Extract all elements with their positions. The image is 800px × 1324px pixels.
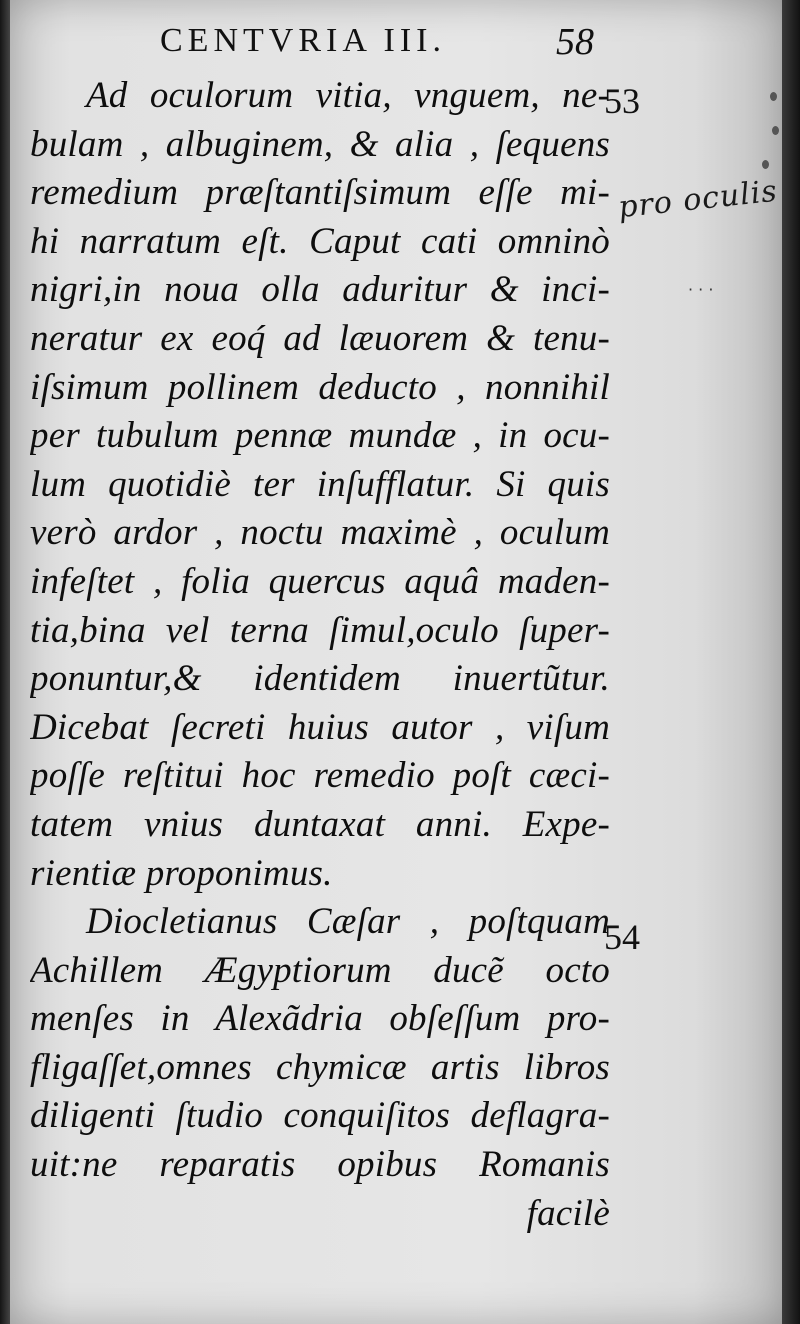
text-line: bulam , albuginem, & alia , ſequens bbox=[30, 123, 610, 165]
paper-speck bbox=[772, 126, 779, 135]
handwritten-annotation: pro oculis bbox=[616, 173, 780, 226]
text-line: uit:ne reparatis opibus Romanis bbox=[30, 1144, 610, 1186]
text-line: infeſtet , folia quercus aquâ maden- bbox=[30, 560, 610, 602]
text-line: menſes in Alexãdria obſeſſum pro- bbox=[30, 998, 610, 1040]
catchword: facilè bbox=[526, 1192, 610, 1234]
running-head bbox=[0, 22, 640, 70]
text-line: lum quotidiè ter inſufflatur. Si quis bbox=[30, 463, 610, 505]
text-line: Diocletianus Cæſar , poſtquam bbox=[86, 901, 610, 943]
main-text bbox=[30, 72, 610, 1238]
text-line: Achillem Ægyptiorum ducẽ octo bbox=[30, 949, 610, 991]
page-right-edge bbox=[782, 0, 800, 1324]
text-line: tatem vnius duntaxat anni. Expe- bbox=[30, 803, 610, 845]
paper-speck bbox=[770, 92, 777, 101]
text-line: iſsimum pollinem deducto , nonnihil bbox=[30, 366, 610, 408]
handwritten-marks: · · · bbox=[688, 280, 714, 299]
margin-section-number: 54 bbox=[604, 917, 640, 957]
page-number: 58 bbox=[556, 21, 594, 63]
text-line: fligaſſet,omnes chymicæ artis libros bbox=[30, 1046, 610, 1088]
text-line: per tubulum pennæ mundæ , in ocu- bbox=[30, 415, 610, 457]
text-line: verò ardor , noctu maximè , oculum bbox=[30, 512, 610, 554]
text-line: hi narratum eſt. Caput cati omninò bbox=[30, 220, 610, 262]
margin-section-number: 53 bbox=[604, 81, 640, 121]
page-left-shadow bbox=[0, 0, 10, 1324]
text-line: tia,bina vel terna ſimul,oculo ſuper- bbox=[30, 609, 610, 651]
paper-speck bbox=[762, 160, 769, 169]
text-line: nigri,in noua olla aduritur & inci- bbox=[30, 269, 610, 311]
text-line: Dicebat ſecreti huius autor , viſum bbox=[30, 706, 610, 748]
text-line: neratur ex eoq́ ad læuorem & tenu- bbox=[30, 317, 610, 359]
text-line: remedium præſtantiſsimum eſſe mi- bbox=[30, 172, 610, 214]
text-line: poſſe reſtitui hoc remedio poſt cæci- bbox=[30, 755, 610, 797]
text-line: ponuntur,& identidem inuertũtur. bbox=[30, 658, 610, 700]
running-title: CENTVRIA III. bbox=[160, 22, 446, 59]
text-line: rientiæ proponimus. bbox=[30, 852, 333, 894]
text-line: Ad oculorum vitia, vnguem, ne- bbox=[86, 75, 610, 116]
text-line: diligenti ſtudio conquiſitos deflagra- bbox=[30, 1095, 610, 1137]
